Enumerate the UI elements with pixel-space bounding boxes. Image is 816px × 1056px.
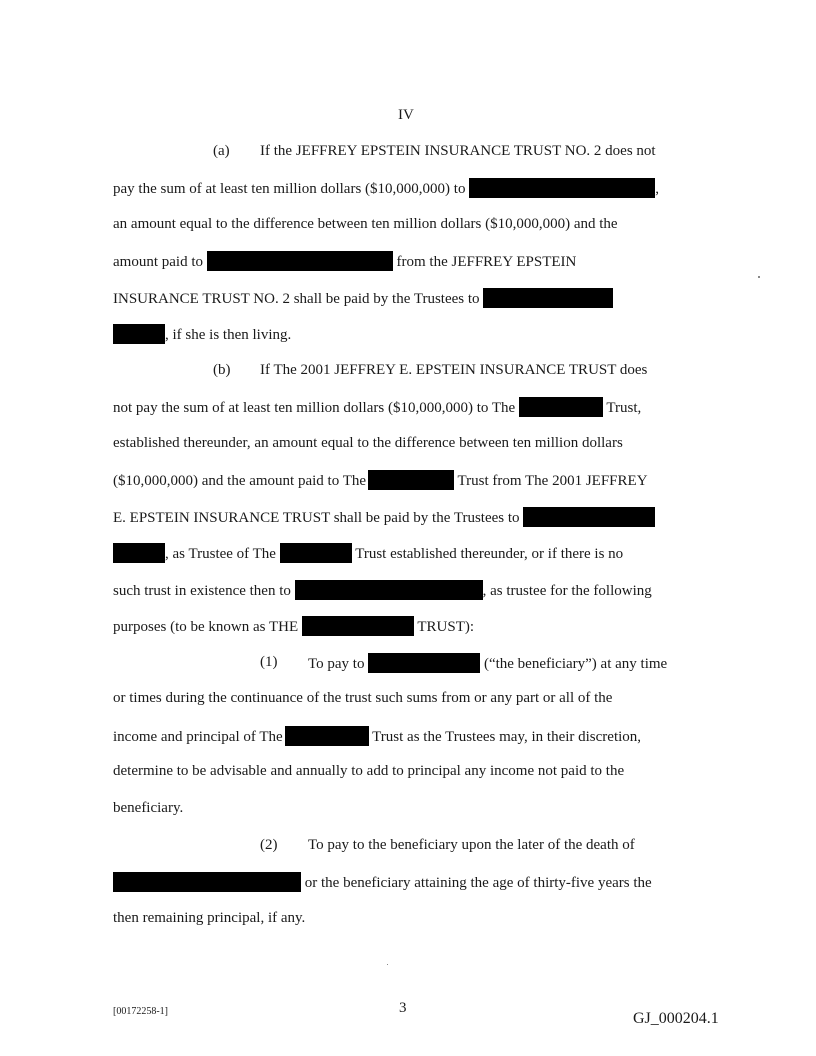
redaction-box — [113, 543, 165, 563]
redaction-box — [519, 397, 603, 417]
item-1-line3-text-end: Trust as the Trustees may, in their discretion, — [372, 729, 642, 745]
item-2-line1: To pay to the beneficiary upon the later of the death of — [308, 837, 635, 853]
para-a-line5-text: INSURANCE TRUST NO. 2 shall be paid by the Trustees to — [113, 291, 480, 307]
redaction-box — [302, 616, 414, 636]
item-2-label: (2) — [260, 837, 278, 853]
para-b-line6-text-end: Trust established thereunder, or if there is no — [355, 546, 624, 562]
redaction-box — [368, 470, 454, 490]
para-b-line4-text-end: Trust from The 2001 JEFFREY — [457, 473, 648, 489]
item-1-line3 — [113, 726, 641, 746]
redaction-box — [469, 178, 655, 198]
item-2-line2 — [113, 872, 652, 892]
item-1-line5: beneficiary. — [113, 800, 184, 816]
item-1-label: (1) — [260, 654, 278, 670]
item-1-line3-text: income and principal of The — [113, 729, 283, 745]
para-b-label: (b) — [213, 362, 231, 378]
para-a-line4-text: amount paid to — [113, 254, 203, 270]
redaction-box — [207, 251, 393, 271]
redaction-box — [113, 872, 301, 892]
para-a-line4 — [113, 251, 576, 271]
para-a-line1: If the JEFFREY EPSTEIN INSURANCE TRUST NO. 2 does not — [260, 143, 656, 159]
item-2-line3: then remaining principal, if any. — [113, 910, 306, 926]
para-a-line4-text-end: from the JEFFREY EPSTEIN — [396, 254, 577, 270]
para-b-line2-text: not pay the sum of at least ten million dollars ($10,000,000) to The — [113, 400, 516, 416]
para-b-line7-text: such trust in existence then to — [113, 583, 291, 599]
document-id: [00172258-1] — [113, 1006, 168, 1017]
para-b-line8 — [113, 616, 474, 636]
para-b-line4 — [113, 470, 648, 490]
scan-speck — [758, 276, 760, 278]
para-b-line6 — [113, 543, 623, 563]
redaction-box — [483, 288, 613, 308]
item-1-line4: determine to be advisable and annually to add to principal any income not paid to the — [113, 763, 625, 779]
para-b-line7-text-end: , as trustee for the following — [482, 583, 652, 599]
para-b-line1: If The 2001 JEFFREY E. EPSTEIN INSURANCE TRUST does — [260, 362, 648, 378]
redaction-box — [295, 580, 483, 600]
scan-speck — [387, 964, 388, 965]
para-b-line8-text-end: TRUST): — [417, 619, 475, 635]
para-a-line2 — [113, 178, 659, 198]
para-a-line5 — [113, 288, 613, 308]
section-heading: IV — [398, 107, 414, 123]
para-a-label: (a) — [213, 143, 230, 159]
para-b-line4-text: ($10,000,000) and the amount paid to The — [113, 473, 367, 489]
para-b-line8-text: purposes (to be known as THE — [113, 619, 299, 635]
redaction-box — [113, 324, 165, 344]
para-a-line6-text: , if she is then living. — [165, 327, 292, 343]
para-b-line7 — [113, 580, 652, 600]
para-a-line6 — [113, 324, 291, 344]
item-2-line2-text: or the beneficiary attaining the age of thirty-five years the — [304, 875, 652, 891]
bates-number: GJ_000204.1 — [633, 1010, 719, 1027]
redaction-box — [280, 543, 352, 563]
para-b-line2 — [113, 397, 641, 417]
item-1-line2: or times during the continuance of the trust such sums from or any part or all of the — [113, 690, 613, 706]
item-1-line1 — [308, 653, 667, 673]
item-1-line1-text-end: (“the beneficiary”) at any time — [483, 656, 668, 672]
redaction-box — [368, 653, 480, 673]
para-b-line5 — [113, 507, 655, 527]
para-b-line5-text: E. EPSTEIN INSURANCE TRUST shall be paid by the Trustees to — [113, 510, 520, 526]
para-b-line2-text-end: Trust, — [606, 400, 642, 416]
page-number: 3 — [399, 1000, 407, 1016]
para-a-line2-comma: , — [655, 181, 659, 197]
para-b-line6-text: , as Trustee of The — [165, 546, 276, 562]
redaction-box — [523, 507, 655, 527]
para-a-line2-text: pay the sum of at least ten million dollars ($10,000,000) to — [113, 181, 466, 197]
para-b-line3: established thereunder, an amount equal to the difference between ten million dollars — [113, 435, 623, 451]
item-1-line1-text: To pay to — [308, 656, 365, 672]
para-a-line3: an amount equal to the difference between ten million dollars ($10,000,000) and the — [113, 216, 618, 232]
redaction-box — [285, 726, 369, 746]
